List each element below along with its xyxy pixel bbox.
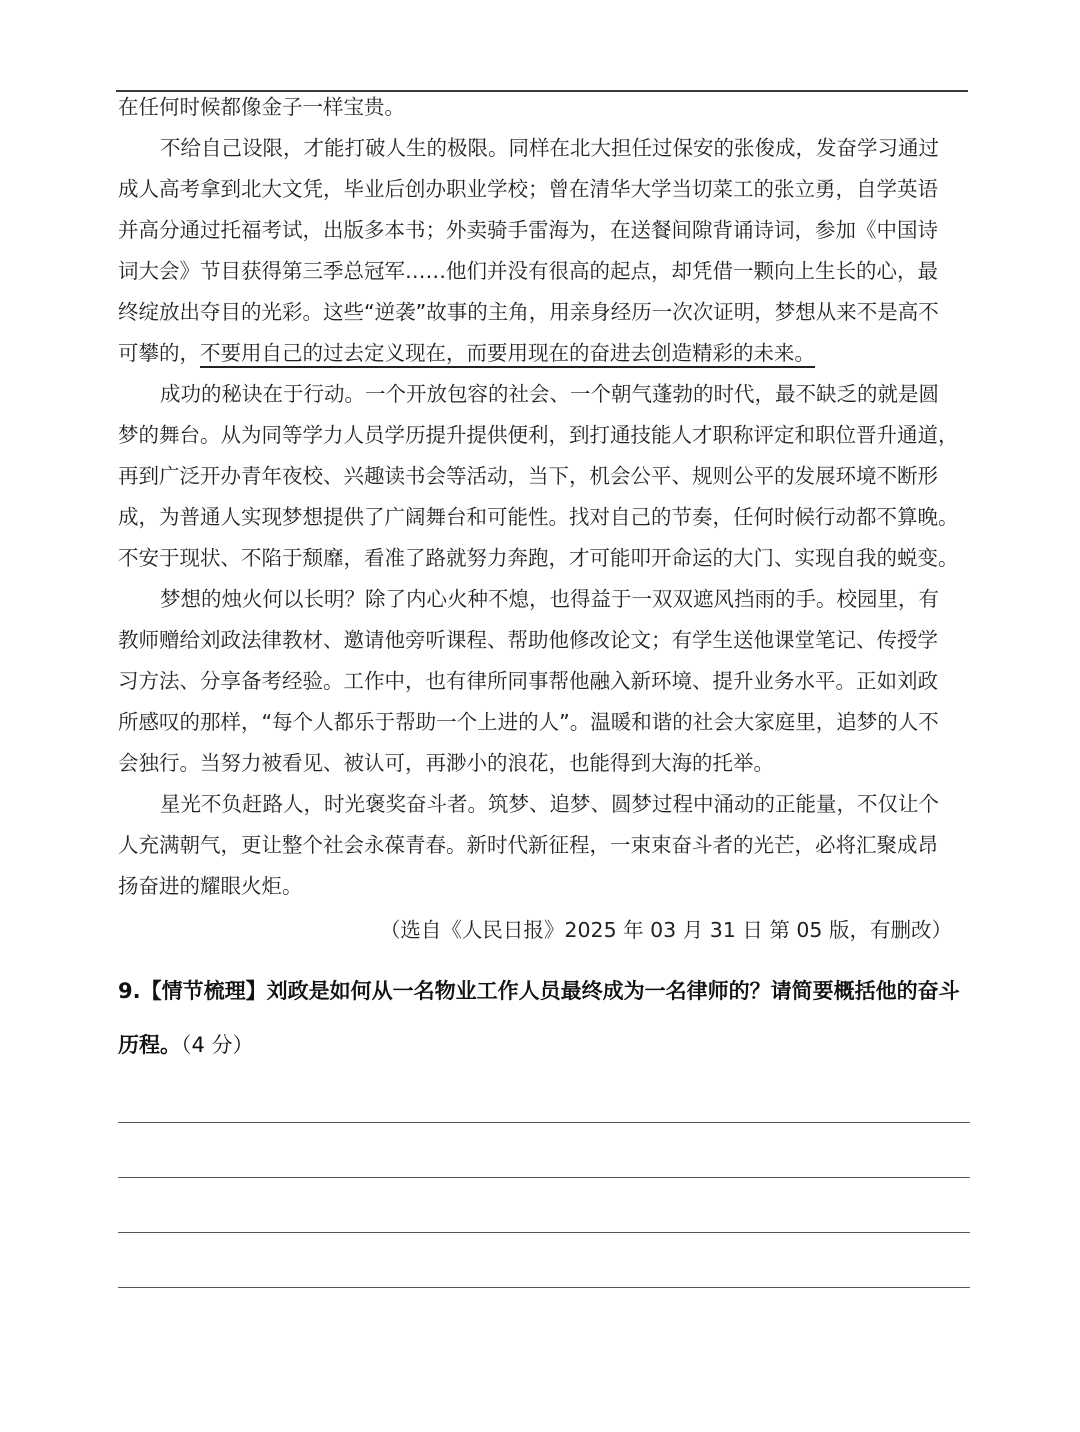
underlined-sentence: 不要用自己的过去定义现在，而要用现在的奋进去创造精彩的未来。 xyxy=(200,341,815,365)
paragraph-2-line: 再到广泛开办青年夜校、兴趣读书会等活动，当下，机会公平、规则公平的发展环境不断形 xyxy=(118,464,938,488)
paragraph-3-line: 教师赠给刘政法律教材、邀请他旁听课程、帮助他修改论文；有学生送他课堂笔记、传授学 xyxy=(118,628,938,652)
question-9-text: 历程。 xyxy=(118,1033,181,1057)
paragraph-4-line: 扬奋进的耀眼火炬。 xyxy=(118,874,303,898)
paragraph-1-line: 终绽放出夺目的光彩。这些“逆袭”故事的主角，用亲身经历一次次证明，梦想从来不是高不 xyxy=(118,300,939,324)
paragraph-4-line: 星光不负赶路人，时光褒奖奋斗者。筑梦、追梦、圆梦过程中涌动的正能量，不仅让个 xyxy=(160,792,939,816)
source-citation: （选自《人民日报》2025 年 03 月 31 日 第 05 版，有删改） xyxy=(379,918,952,942)
answer-line[interactable] xyxy=(118,1122,970,1123)
question-9-line-2 xyxy=(118,1030,968,1060)
paragraph-1-line: 词大会》节目获得第三季总冠军……他们并没有很高的起点，却凭借一颗向上生长的心，最 xyxy=(118,259,938,283)
paragraph-3-line: 所感叹的那样，“每个人都乐于帮助一个上进的人”。温暖和谐的社会大家庭里，追梦的人不 xyxy=(118,710,939,734)
paragraph-1-line: 不给自己设限，才能打破人生的极限。同样在北大担任过保安的张俊成，发奋学习通过 xyxy=(160,136,939,160)
paragraph-1-last-line xyxy=(118,338,968,368)
paragraph-3-line: 会独行。当努力被看见、被认可，再渺小的浪花，也能得到大海的托举。 xyxy=(118,751,774,775)
paragraph-1-plain-text: 可攀的， xyxy=(118,341,200,365)
paragraph-2-line: 成，为普通人实现梦想提供了广阔舞台和可能性。找对自己的节奏，任何时候行动都不算晚。 xyxy=(118,505,959,529)
paragraph-1-line: 成人高考拿到北大文凭，毕业后创办职业学校；曾在清华大学当切菜工的张立勇，自学英语 xyxy=(118,177,938,201)
continued-line: 在任何时候都像金子一样宝贵。 xyxy=(118,95,405,119)
answer-line[interactable] xyxy=(118,1232,970,1233)
paragraph-2-line: 不安于现状、不陷于颓靡，看准了路就努力奔跑，才可能叩开命运的大门、实现自我的蜕变。 xyxy=(118,546,959,570)
question-9-line-1: 9.【情节梳理】刘政是如何从一名物业工作人员最终成为一名律师的？请简要概括他的奋斗 xyxy=(118,979,960,1003)
question-score: （4 分） xyxy=(181,1033,254,1057)
paragraph-3-line: 习方法、分享备考经验。工作中，也有律所同事帮他融入新环境、提升业务水平。正如刘政 xyxy=(118,669,938,693)
paragraph-2-line: 梦的舞台。从为同等学力人员学历提升提供便利，到打通技能人才职称评定和职位晋升通道， xyxy=(118,423,959,447)
paragraph-2-line: 成功的秘诀在于行动。一个开放包容的社会、一个朝气蓬勃的时代，最不缺乏的就是圆 xyxy=(160,382,939,406)
paragraph-1-line: 并高分通过托福考试，出版多本书；外卖骑手雷海为，在送餐间隙背诵诗词，参加《中国诗 xyxy=(118,218,938,242)
answer-line[interactable] xyxy=(118,1287,970,1288)
paragraph-3-line: 梦想的烛火何以长明？除了内心火种不熄，也得益于一双双遮风挡雨的手。校园里，有 xyxy=(160,587,939,611)
paragraph-4-line: 人充满朝气，更让整个社会永葆青春。新时代新征程，一束束奋斗者的光芒，必将汇聚成昂 xyxy=(118,833,938,857)
answer-line[interactable] xyxy=(118,1177,970,1178)
